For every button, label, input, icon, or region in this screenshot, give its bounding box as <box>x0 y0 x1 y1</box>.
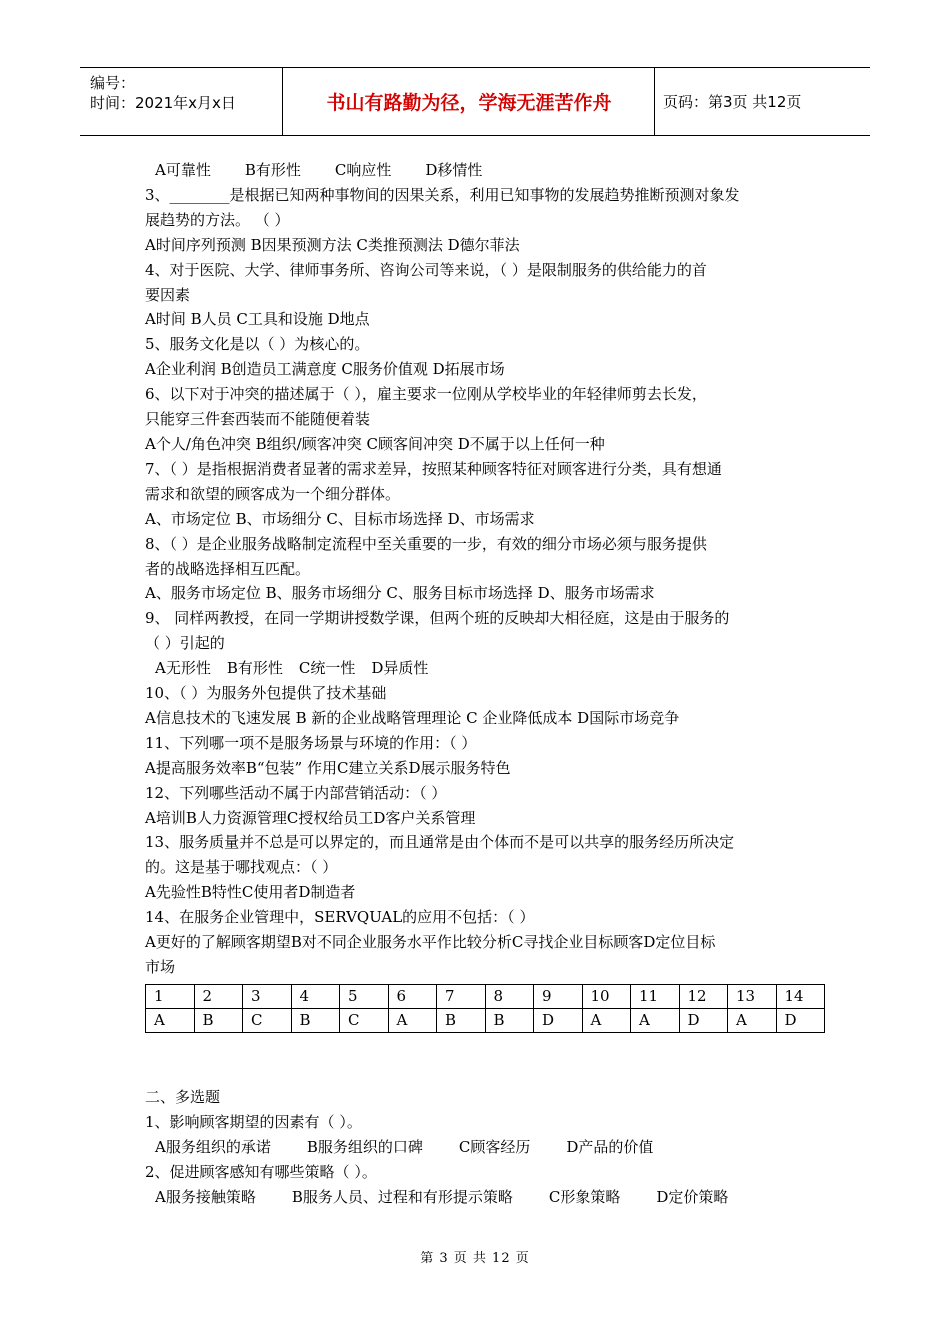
option-item: D产品的价值 <box>566 1137 654 1156</box>
text-line: 14、在服务企业管理中，SERVQUAL的应用不包括：（ ） <box>145 908 535 927</box>
question-text: 2、促进顾客感知有哪些策略（ ）。 <box>145 1162 377 1181</box>
question-number-cell: 13 <box>728 984 777 1008</box>
header-divider <box>654 68 655 135</box>
question-number-cell: 12 <box>679 984 728 1008</box>
answer-cell: A <box>728 1008 777 1032</box>
text-line: 9、 同样两教授，在同一学期讲授数学课，但两个班的反映却大相径庭，这是由于服务的 <box>145 609 730 628</box>
text-line: 的。这是基于哪找观点：（ ） <box>145 858 338 877</box>
question-number-cell: 9 <box>534 984 583 1008</box>
question-number-cell: 5 <box>340 984 389 1008</box>
text-line: A企业利润 B创造员工满意度 C服务价值观 D拓展市场 <box>145 360 505 379</box>
option-item: A可靠性 <box>155 161 211 179</box>
text-line: 8、（ ）是企业服务战略制定流程中至关重要的一步，有效的细分市场必须与服务提供 <box>145 534 707 553</box>
answer-cell: B <box>437 1008 486 1032</box>
text-line: A提高服务效率B“包装” 作用C建立关系D展示服务特色 <box>145 758 511 777</box>
option-item: D异质性 <box>371 659 429 678</box>
question-number-cell: 14 <box>776 984 825 1008</box>
text-line: A培训B人力资源管理C授权给员工D客户关系管理 <box>145 808 476 827</box>
question-number-cell: 11 <box>631 984 680 1008</box>
text-line: 11、下列哪一项不是服务场景与环境的作用：（ ） <box>145 733 477 752</box>
answer-cell: A <box>582 1008 631 1032</box>
text-line: 7、（ ）是指根据消费者显著的需求差异，按照某种顾客特征对顾客进行分类，具有想通 <box>145 459 722 478</box>
text-line: A更好的了解顾客期望B对不同企业服务水平作比较分析C寻找企业目标顾客D定位目标 <box>145 933 716 952</box>
option-item: D定价策略 <box>656 1187 729 1206</box>
answer-cell: B <box>194 1008 243 1032</box>
date-label: 时间：2021年x月x日 <box>90 94 236 112</box>
text-line: （ ）引起的 <box>145 634 225 653</box>
text-line: 4、对于医院、大学、律师事务所、咨询公司等来说，（ ）是限制服务的供给能力的首 <box>145 260 707 279</box>
option-item: B有形性 <box>226 659 283 678</box>
option-line <box>145 1135 825 1160</box>
text-line: 者的战略选择相互匹配。 <box>145 559 311 578</box>
option-item: B服务组织的口碑 <box>306 1137 423 1156</box>
text-line: A个人/角色冲突 B组织/顾客冲突 C顾客间冲突 D不属于以上任何一种 <box>145 434 605 453</box>
text-line: A先验性B特性C使用者D制造者 <box>145 883 356 902</box>
option-item: A服务组织的承诺 <box>155 1137 271 1156</box>
header-motto: 书山有路勤为径，学海无涯苦作舟 <box>326 92 612 114</box>
text-line: A时间序列预测 B因果预测方法 C类推预测法 D德尔菲法 <box>145 235 520 254</box>
question-number-cell: 2 <box>194 984 243 1008</box>
section-gap <box>145 1033 825 1085</box>
option-line <box>145 1185 825 1210</box>
text-line: 市场 <box>145 958 176 976</box>
answer-table-number-row <box>146 984 825 1008</box>
question-number-cell: 7 <box>437 984 486 1008</box>
question-text: 1、影响顾客期望的因素有（ ）。 <box>145 1112 362 1131</box>
question-number-cell: 6 <box>388 984 437 1008</box>
answer-cell: D <box>534 1008 583 1032</box>
question-number-cell: 4 <box>291 984 340 1008</box>
option-item: A服务接触策略 <box>155 1187 256 1206</box>
header-page-info: 页码：第3页 共12页 <box>663 93 802 111</box>
answer-cell: B <box>485 1008 534 1032</box>
text-line: A、市场定位 B、市场细分 C、目标市场选择 D、市场需求 <box>145 509 535 528</box>
answer-cell: A <box>631 1008 680 1032</box>
page-header <box>80 67 870 136</box>
text-line: 5、服务文化是以（ ）为核心的。 <box>145 335 370 354</box>
number-label: 编号： <box>90 74 136 92</box>
answer-cell: C <box>243 1008 292 1032</box>
option-item: A无形性 <box>155 659 211 678</box>
text-line: 12、下列哪些活动不属于内部营销活动：（ ） <box>145 783 447 802</box>
option-line <box>145 158 825 183</box>
option-item: B有形性 <box>244 161 301 179</box>
text-line: 3、________是根据已知两种事物间的因果关系，利用已知事物的发展趋势推断预测对象发 <box>145 185 740 204</box>
option-item: C形象策略 <box>548 1187 621 1206</box>
option-item: D移情性 <box>425 161 483 179</box>
answer-cell: A <box>146 1008 195 1032</box>
option-item: C顾客经历 <box>458 1137 531 1156</box>
text-line: A信息技术的飞速发展 B 新的企业战略管理理论 C 企业降低成本 D国际市场竞争 <box>145 708 680 727</box>
text-line: 展趋势的方法。 （ ） <box>145 210 290 229</box>
answer-cell: C <box>340 1008 389 1032</box>
text-line: A时间 B人员 C工具和设施 D地点 <box>145 310 370 329</box>
text-line: A、服务市场定位 B、服务市场细分 C、服务目标市场选择 D、服务市场需求 <box>145 584 655 603</box>
text-line: 13、服务质量并不总是可以界定的，而且通常是由个体而不是可以共享的服务经历所决定 <box>145 833 735 852</box>
document-body <box>145 158 825 1209</box>
question-number-cell: 3 <box>243 984 292 1008</box>
text-line: 10、（ ）为服务外包提供了技术基础 <box>145 684 387 703</box>
header-divider <box>282 68 283 135</box>
option-line <box>145 656 825 681</box>
question-number-cell: 1 <box>146 984 195 1008</box>
text-line: 6、以下对于冲突的描述属于（ ），雇主要求一位刚从学校毕业的年轻律师剪去长发， <box>145 385 707 404</box>
answer-table-answer-row <box>146 1008 825 1032</box>
question-number-cell: 8 <box>485 984 534 1008</box>
page-footer: 第 3 页 共 12 页 <box>420 1251 530 1266</box>
text-line: 只能穿三件套西装而不能随便着装 <box>145 410 371 429</box>
text-line: 需求和欲望的顾客成为一个细分群体。 <box>145 484 401 503</box>
section-heading: 二、多选题 <box>145 1087 221 1106</box>
answer-table <box>145 984 825 1033</box>
answer-cell: B <box>291 1008 340 1032</box>
question-number-cell: 10 <box>582 984 631 1008</box>
answer-cell: D <box>679 1008 728 1032</box>
option-item: C响应性 <box>334 161 392 179</box>
answer-cell: D <box>776 1008 825 1032</box>
header-meta <box>90 73 280 113</box>
option-item: B服务人员、过程和有形提示策略 <box>291 1187 513 1206</box>
text-line: 要因素 <box>145 285 191 304</box>
question-lines <box>145 158 825 980</box>
option-item: C统一性 <box>298 659 356 678</box>
answer-cell: A <box>388 1008 437 1032</box>
